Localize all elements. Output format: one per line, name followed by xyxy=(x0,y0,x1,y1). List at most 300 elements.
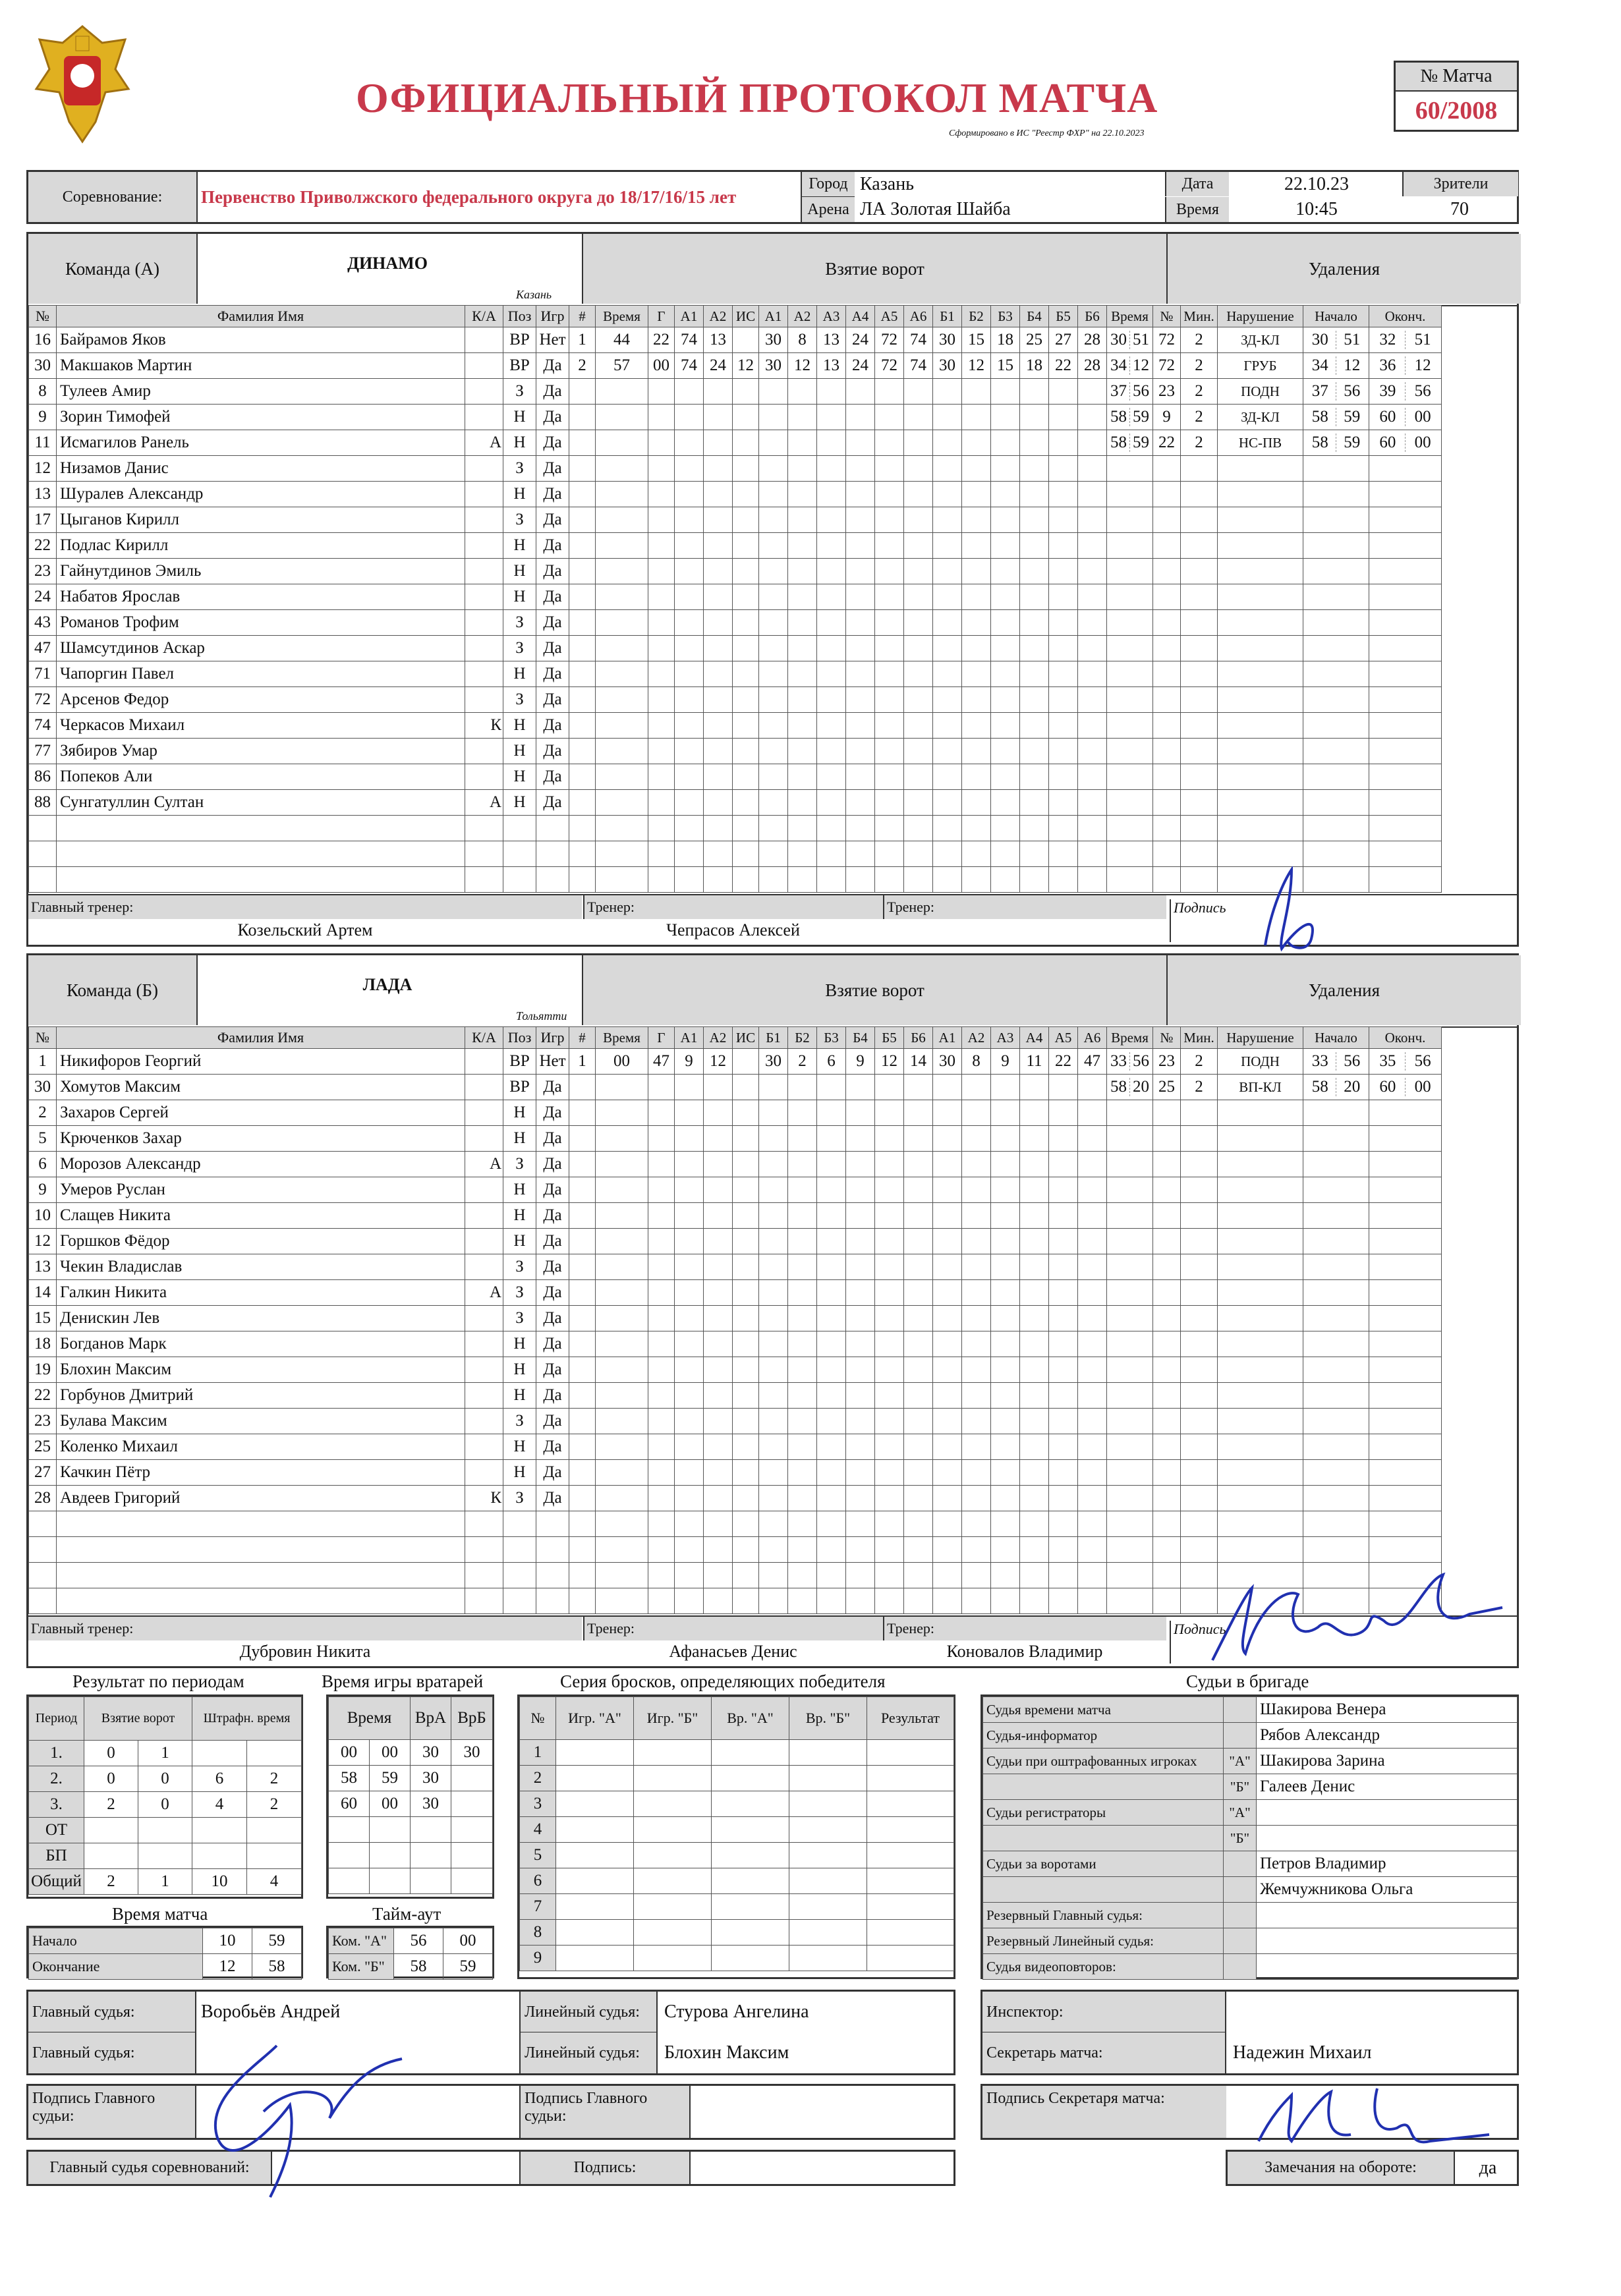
secretary-value: Надежин Михаил xyxy=(1233,2042,1372,2063)
period-cell: 4 xyxy=(247,1869,302,1895)
player-pos: Н xyxy=(503,661,536,687)
goal-cell xyxy=(875,1434,904,1460)
goal-cell xyxy=(904,841,933,867)
player-pos xyxy=(503,1511,536,1537)
player-name: Горбунов Дмитрий xyxy=(57,1383,465,1409)
goal-cell xyxy=(733,867,759,893)
player-pos: З xyxy=(503,636,536,661)
goal-col-header: А6 xyxy=(904,306,933,327)
pen-cell xyxy=(1107,687,1153,713)
pen-cell xyxy=(1181,533,1218,559)
goal-col-header: Б2 xyxy=(962,306,991,327)
goal-cell xyxy=(1020,1563,1049,1588)
official-role: Судья-информатор xyxy=(983,1723,1224,1749)
goal-cell xyxy=(962,533,991,559)
goal-cell xyxy=(733,636,759,661)
goal-cell xyxy=(733,1152,759,1177)
player-row xyxy=(29,1409,1442,1434)
goal-cell xyxy=(788,482,817,507)
pen-cell xyxy=(1107,482,1153,507)
player-name: Хомутов Максим xyxy=(57,1075,465,1100)
pen-cell xyxy=(1303,1409,1369,1434)
goal-cell: 18 xyxy=(991,327,1020,353)
player-num: 88 xyxy=(29,790,57,816)
player-name: Булава Максим xyxy=(57,1409,465,1434)
goal-cell xyxy=(1078,1383,1107,1409)
pen-cell xyxy=(1303,841,1369,867)
goal-cell xyxy=(904,1486,933,1511)
goalie-cell xyxy=(411,1817,451,1843)
goal-cell xyxy=(846,1383,875,1409)
player-num-header: № xyxy=(29,306,57,327)
periods-table xyxy=(26,1694,303,1899)
goal-cell xyxy=(991,584,1020,610)
goal-cell xyxy=(817,379,846,405)
pen-sec: 51 xyxy=(1129,331,1152,349)
pen-cell xyxy=(1107,584,1153,610)
player-pos: ВР xyxy=(503,353,536,379)
goal-cell xyxy=(704,533,733,559)
goal-cell xyxy=(962,1229,991,1254)
period-header: Период xyxy=(29,1697,84,1741)
goal-cell xyxy=(933,379,962,405)
goal-cell xyxy=(733,1306,759,1331)
goal-cell xyxy=(788,533,817,559)
pen-cell xyxy=(1303,353,1369,379)
goal-cell xyxy=(648,559,675,584)
goal-cell xyxy=(1049,636,1078,661)
goal-cell xyxy=(569,533,596,559)
goal-cell xyxy=(569,1229,596,1254)
goal-cell: 9 xyxy=(675,1049,704,1075)
goal-cell xyxy=(991,1203,1020,1229)
goal-cell xyxy=(817,1409,846,1434)
pen-min: 34 xyxy=(1110,356,1127,374)
player-ka xyxy=(465,841,503,867)
goal-cell xyxy=(569,1331,596,1357)
pen-cell xyxy=(1303,1486,1369,1511)
pen-cell xyxy=(1153,584,1181,610)
goal-cell xyxy=(1078,713,1107,739)
player-pos: Н xyxy=(503,739,536,764)
competition-label: Соревнование: xyxy=(28,172,198,222)
timeout-title: Тайм-аут xyxy=(372,1904,441,1924)
pen-cell xyxy=(1181,456,1218,482)
goal-cell xyxy=(569,1537,596,1563)
goal-cell xyxy=(933,1254,962,1280)
ka-header: К/А xyxy=(465,306,503,327)
official-row xyxy=(983,1851,1518,1877)
goal-cell xyxy=(596,1434,648,1460)
pen-min: 60 xyxy=(1379,1078,1396,1096)
goal-cell xyxy=(759,456,788,482)
goal-cell xyxy=(569,456,596,482)
goal-cell xyxy=(675,1177,704,1203)
goal-cell xyxy=(759,1537,788,1563)
pen-cell xyxy=(1303,739,1369,764)
goal-cell xyxy=(846,584,875,610)
pen-min: 58 xyxy=(1311,408,1328,426)
goal-cell xyxy=(1020,1177,1049,1203)
player-play: Да xyxy=(536,1357,569,1383)
goal-cell xyxy=(933,1100,962,1126)
goal-cell xyxy=(904,456,933,482)
official-side: "А" xyxy=(1224,1800,1257,1826)
goal-cell xyxy=(648,1434,675,1460)
goal-cell xyxy=(875,1229,904,1254)
goal-cell xyxy=(904,559,933,584)
shootout-row xyxy=(520,1843,954,1868)
goal-cell xyxy=(1078,533,1107,559)
goal-cell xyxy=(933,841,962,867)
goal-cell xyxy=(1078,739,1107,764)
goal-cell xyxy=(817,1511,846,1537)
goal-cell xyxy=(1078,559,1107,584)
goal-cell xyxy=(1078,1306,1107,1331)
goal-cell xyxy=(846,1588,875,1614)
pen-cell xyxy=(1107,1152,1153,1177)
goal-cell xyxy=(991,559,1020,584)
goal-cell xyxy=(704,1409,733,1434)
player-play xyxy=(536,867,569,893)
goal-cell xyxy=(733,1254,759,1280)
goal-cell xyxy=(1020,1460,1049,1486)
goal-cell xyxy=(817,1280,846,1306)
player-pos: З xyxy=(503,1280,536,1306)
period-cell: Общий xyxy=(29,1869,84,1895)
goal-cell: 30 xyxy=(759,327,788,353)
goal-cell xyxy=(875,1203,904,1229)
goal-cell xyxy=(1020,687,1049,713)
goal-cell xyxy=(704,610,733,636)
player-num: 72 xyxy=(29,687,57,713)
goal-cell xyxy=(648,739,675,764)
goal-cell xyxy=(596,533,648,559)
column-header-row xyxy=(29,306,1442,327)
goal-cell xyxy=(1049,1177,1078,1203)
pen-cell xyxy=(1369,1383,1442,1409)
goal-cell xyxy=(1020,1409,1049,1434)
goal-cell xyxy=(759,1203,788,1229)
goal-cell xyxy=(1078,1434,1107,1460)
player-row xyxy=(29,1357,1442,1383)
player-num: 8 xyxy=(29,379,57,405)
pen-min: 36 xyxy=(1379,356,1396,374)
player-row xyxy=(29,1383,1442,1409)
goal-cell xyxy=(904,610,933,636)
player-pos: ВР xyxy=(503,1075,536,1100)
goalie-row xyxy=(329,1868,493,1894)
player-name: Макшаков Мартин xyxy=(57,353,465,379)
goal-cell xyxy=(596,405,648,430)
official-row xyxy=(983,1749,1518,1774)
period-cell: 6 xyxy=(192,1766,247,1792)
player-num: 47 xyxy=(29,636,57,661)
pen-cell xyxy=(1369,353,1442,379)
goal-cell xyxy=(788,1229,817,1254)
pen-cell xyxy=(1303,1254,1369,1280)
goalie-row xyxy=(329,1817,493,1843)
goal-cell xyxy=(875,610,904,636)
player-play: Да xyxy=(536,1229,569,1254)
official-role: Судья времени матча xyxy=(983,1697,1224,1723)
player-num xyxy=(29,841,57,867)
goal-cell xyxy=(704,1152,733,1177)
signature-main-referee xyxy=(178,2039,428,2204)
period-row xyxy=(29,1792,302,1818)
player-num: 13 xyxy=(29,1254,57,1280)
goal-cell xyxy=(675,1563,704,1588)
goal-cell xyxy=(904,1357,933,1383)
goal-cell: 1 xyxy=(569,1049,596,1075)
player-row xyxy=(29,1075,1442,1100)
pen-cell: 23 xyxy=(1153,1049,1181,1075)
goal-cell xyxy=(933,687,962,713)
goal-cell xyxy=(704,1434,733,1460)
player-row xyxy=(29,713,1442,739)
goal-cell xyxy=(733,764,759,790)
pen-cell xyxy=(1181,1383,1218,1409)
goal-cell xyxy=(962,1177,991,1203)
goal-cell xyxy=(759,610,788,636)
pen-col-header: Мин. xyxy=(1181,1027,1218,1049)
player-name xyxy=(57,867,465,893)
pen-cell: 2 xyxy=(1181,1075,1218,1100)
goal-cell xyxy=(875,1563,904,1588)
player-num: 13 xyxy=(29,482,57,507)
official-side xyxy=(1224,1954,1257,1980)
pen-cell xyxy=(1218,456,1303,482)
goalie-cell xyxy=(329,1817,370,1843)
goal-cell xyxy=(675,584,704,610)
player-row xyxy=(29,327,1442,353)
match-time-table xyxy=(26,1926,303,1978)
goal-cell xyxy=(704,1357,733,1383)
goal-cell xyxy=(788,1357,817,1383)
player-pos: З xyxy=(503,610,536,636)
pen-cell xyxy=(1303,1229,1369,1254)
goal-cell xyxy=(933,1409,962,1434)
team-name: ДИНАМО xyxy=(347,254,428,273)
goal-cell xyxy=(904,687,933,713)
player-play: Да xyxy=(536,1331,569,1357)
official-name: Галеев Денис xyxy=(1257,1774,1518,1800)
period-cell: БП xyxy=(29,1843,84,1869)
goal-cell xyxy=(759,1331,788,1357)
shootout-title: Серия бросков, определяющих победителя xyxy=(560,1671,886,1691)
goal-cell xyxy=(1049,1486,1078,1511)
goal-cell xyxy=(675,816,704,841)
official-name: Шакирова Венера xyxy=(1257,1697,1518,1723)
pen-cell xyxy=(1218,584,1303,610)
goal-cell xyxy=(1049,1229,1078,1254)
goal-cell xyxy=(962,1434,991,1460)
pen-cell xyxy=(1303,816,1369,841)
remarks-value: да xyxy=(1479,2158,1497,2178)
pen-cell xyxy=(1153,1254,1181,1280)
goal-cell xyxy=(759,1563,788,1588)
goal-cell xyxy=(1049,1511,1078,1537)
goal-cell xyxy=(596,1100,648,1126)
goal-cell xyxy=(648,1563,675,1588)
goalie-cell xyxy=(451,1843,493,1868)
pen-cell xyxy=(1369,456,1442,482)
pen-cell xyxy=(1181,1409,1218,1434)
goal-cell xyxy=(875,1306,904,1331)
pen-cell xyxy=(1218,1331,1303,1357)
goal-cell xyxy=(733,1409,759,1434)
official-row xyxy=(983,1928,1518,1954)
period-cell: 0 xyxy=(84,1766,138,1792)
goal-cell xyxy=(933,1075,962,1100)
pen-cell xyxy=(1369,379,1442,405)
goal-cell xyxy=(817,1383,846,1409)
goal-cell xyxy=(733,1075,759,1100)
player-name: Зорин Тимофей xyxy=(57,405,465,430)
protocol-title: ОФИЦИАЛЬНЫЙ ПРОТОКОЛ МАТЧА xyxy=(356,74,1158,121)
goal-cell xyxy=(1078,1409,1107,1434)
goal-cell xyxy=(675,610,704,636)
official-side: "Б" xyxy=(1224,1774,1257,1800)
goal-col-header: А2 xyxy=(962,1027,991,1049)
goal-cell xyxy=(875,1486,904,1511)
goal-cell xyxy=(962,1460,991,1486)
goal-cell xyxy=(733,1126,759,1152)
goalie-time-header: Время xyxy=(329,1697,411,1740)
pen-sec: 00 xyxy=(1405,434,1440,452)
team-city: Тольятти xyxy=(516,1009,567,1022)
pen-cell xyxy=(1107,327,1153,353)
goal-cell xyxy=(991,841,1020,867)
team-city: Казань xyxy=(516,288,552,301)
goal-cell xyxy=(904,1537,933,1563)
goal-col-header: Б4 xyxy=(1020,306,1049,327)
goal-cell xyxy=(704,1460,733,1486)
goal-cell xyxy=(846,1511,875,1537)
pen-cell xyxy=(1107,1511,1153,1537)
goalie-cell: 00 xyxy=(370,1740,411,1766)
period-cell: 2 xyxy=(84,1792,138,1818)
official-side xyxy=(1224,1877,1257,1903)
player-row xyxy=(29,790,1442,816)
goal-cell xyxy=(904,1152,933,1177)
goal-cell xyxy=(596,1126,648,1152)
player-pos: Н xyxy=(503,1383,536,1409)
pen-sec: 00 xyxy=(1405,408,1440,426)
period-cell: 0 xyxy=(138,1766,192,1792)
goal-cell xyxy=(733,533,759,559)
pen-cell xyxy=(1181,610,1218,636)
goal-cell xyxy=(933,1177,962,1203)
goal-cell xyxy=(648,1537,675,1563)
goalie-cell: 30 xyxy=(451,1740,493,1766)
player-pos: ВР xyxy=(503,1049,536,1075)
pen-cell xyxy=(1153,1280,1181,1306)
goal-cell xyxy=(596,1383,648,1409)
goal-cell xyxy=(569,1100,596,1126)
player-name: Умеров Руслан xyxy=(57,1177,465,1203)
pen-cell: 72 xyxy=(1153,353,1181,379)
goal-cell xyxy=(991,1280,1020,1306)
pos-header: Поз xyxy=(503,1027,536,1049)
pen-cell xyxy=(1369,327,1442,353)
goal-cell xyxy=(817,1203,846,1229)
goal-cell xyxy=(904,1177,933,1203)
goal-cell xyxy=(648,661,675,687)
goal-cell xyxy=(569,1383,596,1409)
line-referee-2: Блохин Максим xyxy=(664,2042,789,2063)
spectators-label: Зрители xyxy=(1402,172,1518,196)
pos-header: Поз xyxy=(503,306,536,327)
coach-1-name: Чепрасов Алексей xyxy=(666,920,800,939)
player-play: Да xyxy=(536,507,569,533)
player-name: Набатов Ярослав xyxy=(57,584,465,610)
player-name: Качкин Пётр xyxy=(57,1460,465,1486)
pen-cell xyxy=(1218,636,1303,661)
goal-cell xyxy=(596,1563,648,1588)
player-ka xyxy=(465,1075,503,1100)
shootout-row xyxy=(520,1817,954,1843)
player-row xyxy=(29,764,1442,790)
pen-cell xyxy=(1218,1357,1303,1383)
goal-cell xyxy=(933,713,962,739)
pen-cell xyxy=(1369,816,1442,841)
pen-cell xyxy=(1303,1306,1369,1331)
pen-cell xyxy=(1181,1280,1218,1306)
goal-cell xyxy=(648,713,675,739)
goal-cell xyxy=(675,1254,704,1280)
goal-cell: 1 xyxy=(569,327,596,353)
pen-cell xyxy=(1369,482,1442,507)
goal-cell xyxy=(759,1460,788,1486)
goal-cell xyxy=(875,1254,904,1280)
goalie-cell xyxy=(411,1843,451,1868)
pen-min: 58 xyxy=(1110,434,1127,451)
goal-cell xyxy=(704,1203,733,1229)
pen-cell: 2 xyxy=(1181,1049,1218,1075)
goal-cell xyxy=(1078,867,1107,893)
goal-cell: 25 xyxy=(1020,327,1049,353)
goal-cell xyxy=(962,713,991,739)
goal-cell xyxy=(875,661,904,687)
pen-min: 33 xyxy=(1311,1052,1328,1070)
goal-cell xyxy=(991,1563,1020,1588)
official-side: "А" xyxy=(1224,1749,1257,1774)
goal-cell xyxy=(569,482,596,507)
federation-logo xyxy=(30,16,135,155)
goal-cell: 57 xyxy=(596,353,648,379)
pen-min: 37 xyxy=(1311,382,1328,400)
player-pos: Н xyxy=(503,1203,536,1229)
pen-cell xyxy=(1153,482,1181,507)
goal-cell xyxy=(962,1588,991,1614)
player-row xyxy=(29,1331,1442,1357)
goal-cell xyxy=(991,1306,1020,1331)
goal-cell: 74 xyxy=(904,327,933,353)
goal-cell xyxy=(788,1100,817,1126)
goal-cell xyxy=(788,379,817,405)
head-coach-name: Дубровин Никита xyxy=(239,1642,371,1661)
goal-cell xyxy=(788,1254,817,1280)
player-pos: Н xyxy=(503,1177,536,1203)
goal-cell xyxy=(648,1203,675,1229)
player-pos xyxy=(503,1563,536,1588)
goal-cell xyxy=(1049,405,1078,430)
goal-cell xyxy=(788,841,817,867)
pen-cell xyxy=(1303,559,1369,584)
goal-cell xyxy=(933,790,962,816)
goal-cell xyxy=(596,482,648,507)
